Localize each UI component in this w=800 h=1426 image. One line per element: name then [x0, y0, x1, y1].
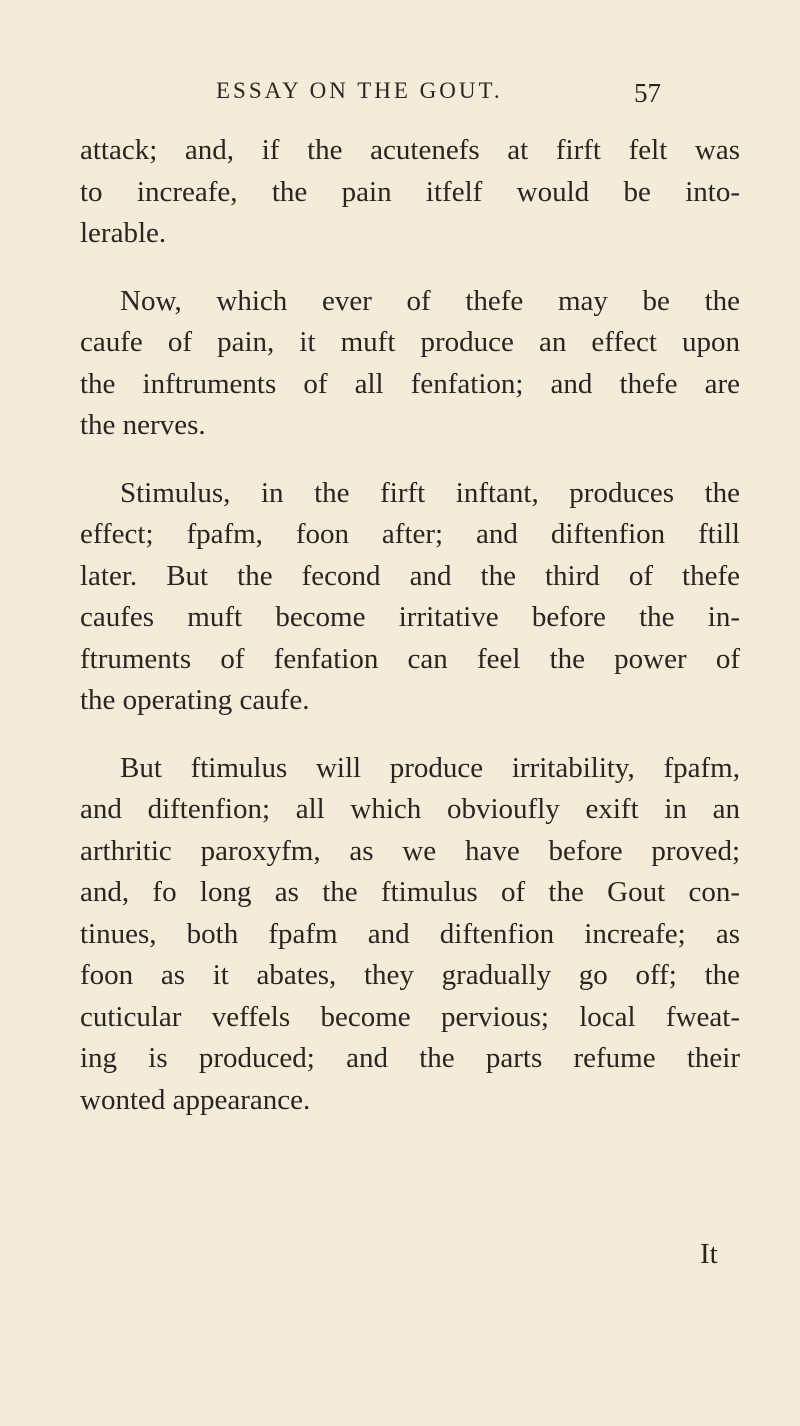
text-line: foon as it abates, they gradually go off; the [80, 959, 740, 991]
text-line: the operating caufe. [80, 684, 310, 716]
paragraph [80, 748, 740, 1122]
body-text [80, 130, 740, 1147]
text-line: and diftenfion; all which obvioufly exift in an [80, 793, 740, 825]
text-line: lerable. [80, 217, 167, 249]
text-line: and, fo long as the ftimulus of the Gout con- [80, 876, 740, 908]
text-line: later. But the fecond and the third of thefe [80, 559, 740, 592]
text-line: tinues, both fpafm and diftenfion increafe; as [80, 917, 740, 950]
text-line: Stimulus, in the firft inftant, produces the [120, 476, 740, 509]
paragraph [80, 473, 740, 722]
page-number: 57 [634, 78, 661, 108]
text-line: wonted appearance. [80, 1083, 311, 1116]
text-line: ing is produced; and the parts refume their [80, 1042, 740, 1074]
text-line: effect; fpafm, foon after; and diftenfion ftill [80, 518, 740, 550]
text-line: But ftimulus will produce irritability, fpafm, [120, 751, 740, 784]
running-head: ESSAY ON THE GOUT. [216, 78, 503, 103]
text-line: to increafe, the pain itfelf would be into- [80, 175, 740, 208]
paragraph [80, 281, 740, 447]
text-line: arthritic paroxyfm, as we have before proved; [80, 834, 740, 867]
text-line: attack; and, if the acutenefs at firft felt was [80, 134, 740, 166]
text-line: the inftruments of all fenfation; and thefe are [80, 367, 740, 400]
page-header [0, 78, 800, 118]
text-line: Now, which ever of thefe may be the [120, 284, 740, 317]
paragraph [80, 130, 740, 255]
text-line: the nerves. [80, 409, 206, 441]
text-line: caufe of pain, it muft produce an effect upon [80, 326, 740, 358]
text-line: caufes muft become irritative before the in- [80, 601, 740, 633]
text-line: ftruments of fenfation can feel the power of [80, 642, 740, 675]
text-line: cuticular veffels become pervious; local fweat- [80, 1000, 740, 1033]
catchword: It [700, 1238, 718, 1270]
